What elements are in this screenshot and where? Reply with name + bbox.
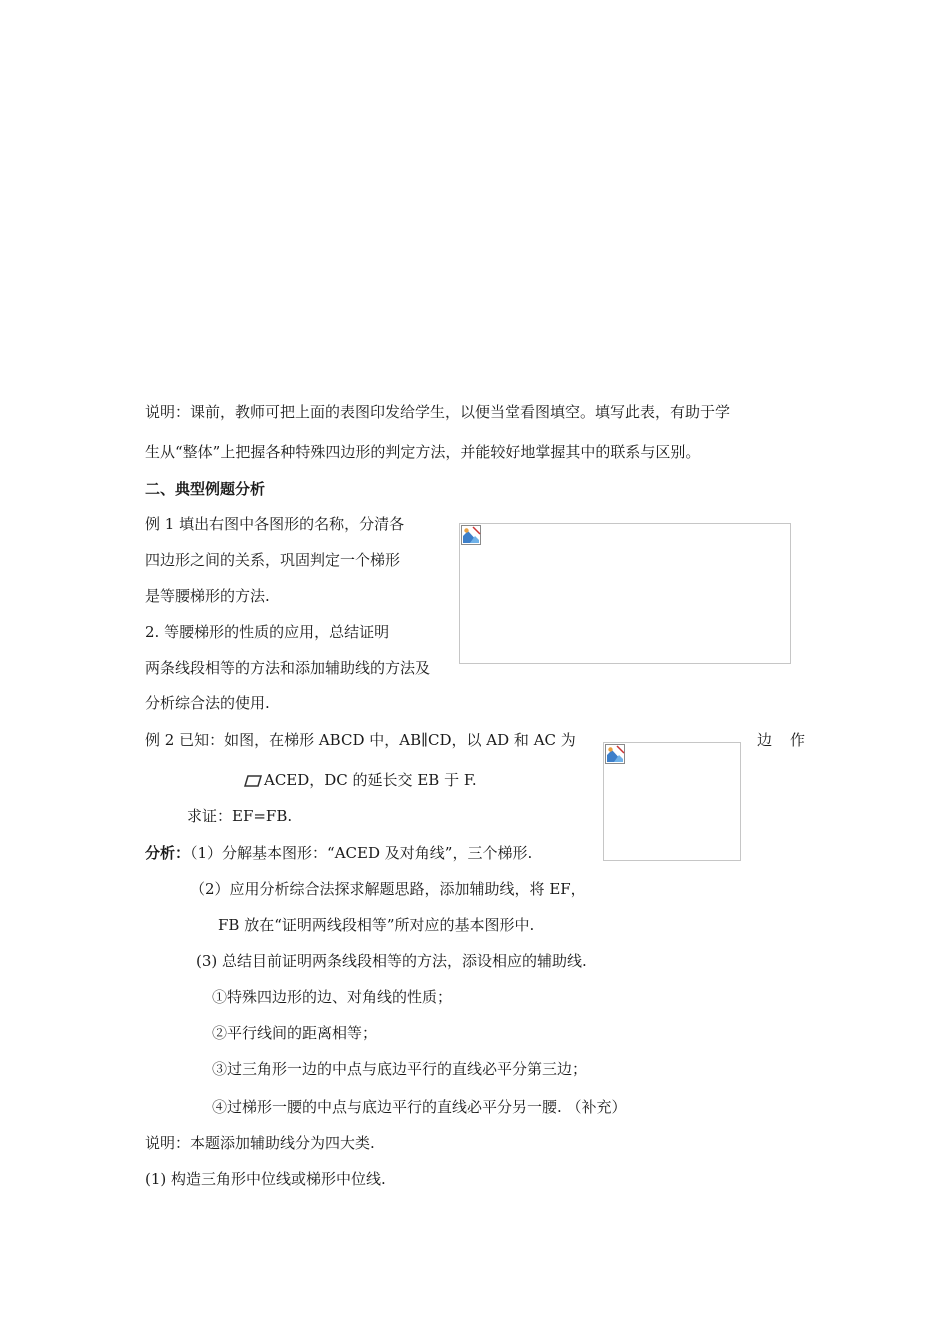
figure-image-1 [459,523,791,664]
figure-image-2 [603,742,741,861]
example2-line-2-text: ACED，DC 的延长交 EB 于 F. [264,771,477,789]
intro-line-2: 生从“整体”上把握各种特殊四边形的判定方法，并能较好地掌握其中的联系与区别。 [145,443,701,461]
parallelogram-icon [244,775,262,787]
analysis-item-3: (3) 总结目前证明两条线段相等的方法，添设相应的辅助线. [196,952,587,970]
note-line-1: 说明：本题添加辅助线分为四大类. [145,1134,375,1152]
example1-line-1: 例 1 填出右图中各图形的名称，分清各 [145,515,405,533]
example2-prove: 求证：EF=FB. [187,807,293,825]
analysis-sub-3: ③过三角形一边的中点与底边平行的直线必平分第三边； [212,1060,588,1078]
broken-image-icon [461,525,481,545]
example1-line-3: 是等腰梯形的方法. [145,587,270,605]
example2-make: 作 [790,731,806,749]
broken-image-icon [605,744,625,764]
analysis-label: 分析： [145,844,191,862]
analysis-item-2a: （2）应用分析综合法探求解题思路，添加辅助线，将 EF， [190,880,586,898]
intro-line-1: 说明：课前，教师可把上面的表图印发给学生，以便当堂看图填空。填写此表，有助于学 [145,403,731,421]
analysis-line-1 [145,843,532,863]
example1-line-2: 四边形之间的关系，巩固判定一个梯形 [145,551,401,569]
analysis-sub-4: ④过梯形一腰的中点与底边平行的直线必平分另一腰. （补充） [212,1098,627,1116]
analysis-sub-1: ①特殊四边形的边、对角线的性质； [212,988,453,1006]
point2-line-2: 两条线段相等的方法和添加辅助线的方法及 [145,659,431,677]
section-title: 二、典型例题分析 [145,480,266,498]
analysis-sub-2: ②平行线间的距离相等； [212,1024,378,1042]
analysis-item-2b: FB 放在“证明两线段相等”所对应的基本图形中. [218,916,535,934]
example2-line-1: 例 2 已知：如图，在梯形 ABCD 中，AB∥CD，以 AD 和 AC 为 [145,731,576,749]
example2-edge: 边 [757,731,773,749]
point2-line-1: 2. 等腰梯形的性质的应用，总结证明 [145,623,390,641]
point2-line-3: 分析综合法的使用. [145,694,270,712]
example2-line-2 [244,770,477,790]
note-line-2: (1) 构造三角形中位线或梯形中位线. [145,1170,386,1188]
analysis-item-1: （1）分解基本图形：“ACED 及对角线”，三个梯形. [190,844,533,862]
